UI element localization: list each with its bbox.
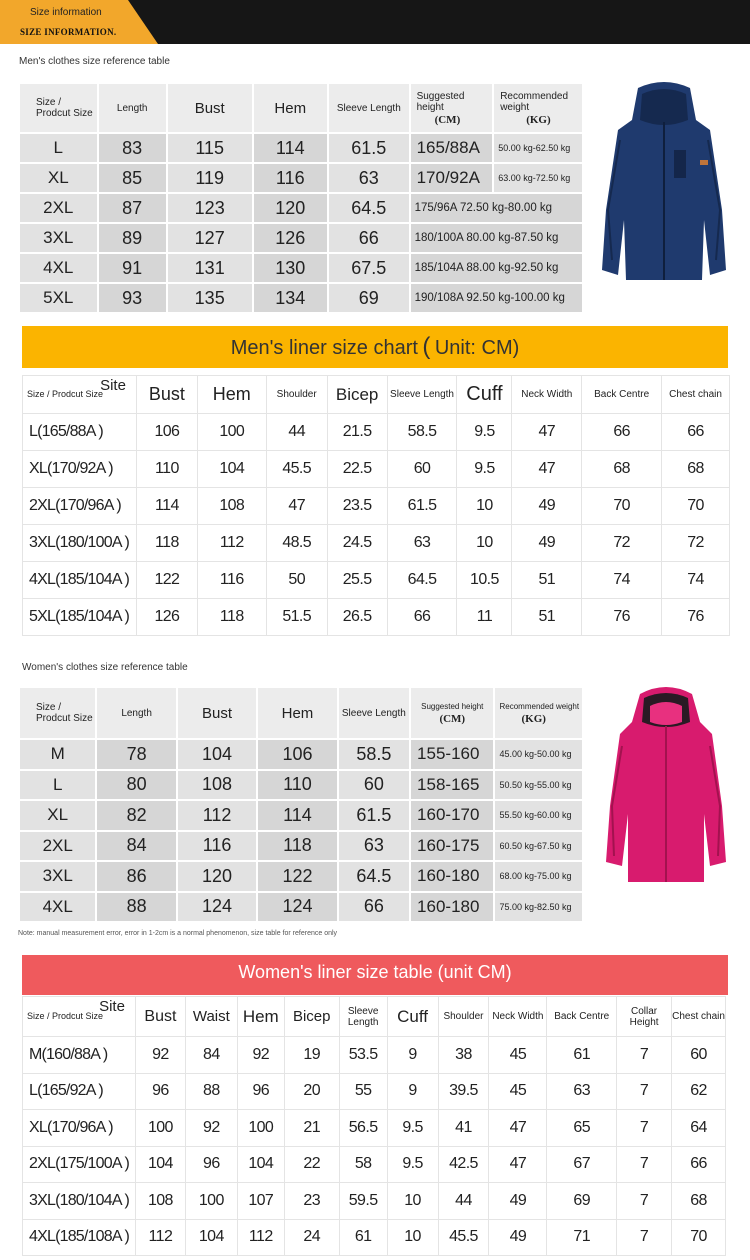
womens-jacket-image <box>604 686 728 890</box>
table-cell: 7 <box>617 1183 672 1220</box>
col-header-sleeve: Sleeve Length <box>339 997 387 1037</box>
table-cell: 106 <box>258 740 336 769</box>
table-cell: 44 <box>438 1183 489 1220</box>
table-cell: 165/88A <box>411 134 493 162</box>
table-cell: 44 <box>266 414 327 451</box>
table-cell: 9.5 <box>457 414 512 451</box>
table-cell: 24 <box>284 1219 339 1256</box>
table-cell: 63.00 kg-72.50 kg <box>494 164 582 192</box>
table-cell: 114 <box>136 488 197 525</box>
table-cell: 118 <box>258 832 336 861</box>
col-header-bicep: Bicep <box>327 376 387 414</box>
table-cell: 53.5 <box>339 1037 387 1074</box>
col-header-sleeve: Sleeve Length <box>329 84 409 132</box>
table-cell: 10 <box>387 1183 438 1220</box>
table-row <box>23 562 730 599</box>
table-row <box>20 771 582 800</box>
table-cell: 68 <box>672 1183 726 1220</box>
size-cell: M(160/88A ) <box>23 1037 136 1074</box>
table-cell: 10.5 <box>457 562 512 599</box>
table-cell: 61.5 <box>387 488 457 525</box>
table-cell: 45.00 kg-50.00 kg <box>495 740 582 769</box>
table-cell: 49 <box>489 1183 547 1220</box>
size-cell: XL <box>20 164 97 192</box>
table-cell: 61 <box>547 1037 617 1074</box>
table-row <box>20 254 582 282</box>
table-cell: 69 <box>547 1183 617 1220</box>
table-cell: 19 <box>284 1037 339 1074</box>
table-cell: 85 <box>99 164 166 192</box>
table-cell: 47 <box>512 414 582 451</box>
table-cell: 47 <box>489 1110 547 1147</box>
table-cell: 22.5 <box>327 451 387 488</box>
table-cell: 47 <box>266 488 327 525</box>
col-header-length: Length <box>97 688 175 738</box>
table-cell: 91 <box>99 254 166 282</box>
table-cell: 115 <box>168 134 252 162</box>
table-cell: 72 <box>662 525 730 562</box>
mens-liner-banner <box>22 326 728 368</box>
table-cell: 112 <box>237 1219 284 1256</box>
table-cell: 56.5 <box>339 1110 387 1147</box>
size-cell: 3XL(180/100A ) <box>23 525 137 562</box>
table-cell: 45 <box>489 1073 547 1110</box>
table-cell: 122 <box>258 862 336 891</box>
corner-header: Size / Prodcut Size Site <box>23 376 137 414</box>
col-header-chest: Chest chain <box>662 376 730 414</box>
table-cell: 160-180 <box>411 893 493 922</box>
table-cell: 122 <box>136 562 197 599</box>
table-cell: 119 <box>168 164 252 192</box>
table-cell: 51 <box>512 599 582 636</box>
table-row <box>23 525 730 562</box>
table-cell: 63 <box>387 525 457 562</box>
unit-cm: (CM) <box>439 713 466 725</box>
table-row <box>23 1073 726 1110</box>
table-cell: 131 <box>168 254 252 282</box>
table-cell: 104 <box>197 451 266 488</box>
col-header-neck: Neck Width <box>512 376 582 414</box>
table-cell: 170/92A <box>411 164 493 192</box>
table-cell: 63 <box>339 832 409 861</box>
col-header-height: Suggested height (CM) <box>411 84 493 132</box>
col-header-height: Suggested height (CM) <box>411 688 493 738</box>
size-cell: 3XL <box>20 862 95 891</box>
table-cell: 158-165 <box>411 771 493 800</box>
table-cell: 63 <box>329 164 409 192</box>
table-cell: 120 <box>178 862 256 891</box>
col-header-shoulder: Shoulder <box>438 997 489 1037</box>
table-cell: 108 <box>197 488 266 525</box>
table-cell: 9.5 <box>387 1146 438 1183</box>
table-cell: 104 <box>178 740 256 769</box>
table-cell: 114 <box>254 134 327 162</box>
table-row <box>23 1037 726 1074</box>
col-header-neck: Neck Width <box>489 997 547 1037</box>
table-cell: 7 <box>617 1073 672 1110</box>
table-cell: 135 <box>168 284 252 312</box>
size-cell: 4XL(185/108A ) <box>23 1219 136 1256</box>
size-cell: XL(170/92A ) <box>23 451 137 488</box>
table-cell: 60 <box>672 1037 726 1074</box>
table-cell: 160-175 <box>411 832 493 861</box>
col-header-hem: Hem <box>258 688 336 738</box>
table-cell: 23.5 <box>327 488 387 525</box>
table-cell: 88 <box>185 1073 237 1110</box>
col-header-bust: Bust <box>136 376 197 414</box>
table-cell: 61 <box>339 1219 387 1256</box>
table-cell: 59.5 <box>339 1183 387 1220</box>
table-cell: 100 <box>135 1110 185 1147</box>
header-title: Size information <box>30 7 102 18</box>
table-cell: 104 <box>135 1146 185 1183</box>
table-cell: 49 <box>512 525 582 562</box>
col-header-bicep: Bicep <box>284 997 339 1037</box>
table-row <box>23 488 730 525</box>
table-cell: 100 <box>185 1183 237 1220</box>
table-cell: 9.5 <box>457 451 512 488</box>
size-cell: 3XL <box>20 224 97 252</box>
col-header-bust: Bust <box>135 997 185 1037</box>
table-cell: 124 <box>258 893 336 922</box>
table-cell: 45.5 <box>438 1219 489 1256</box>
table-cell: 66 <box>662 414 730 451</box>
table-cell: 71 <box>547 1219 617 1256</box>
table-cell: 104 <box>185 1219 237 1256</box>
table-cell: 50.50 kg-55.00 kg <box>495 771 582 800</box>
table-cell: 47 <box>489 1146 547 1183</box>
table-cell: 70 <box>672 1219 726 1256</box>
table-row <box>20 862 582 891</box>
table-cell: 48.5 <box>266 525 327 562</box>
table-cell: 41 <box>438 1110 489 1147</box>
table-cell: 10 <box>457 488 512 525</box>
header-bar <box>0 0 750 44</box>
table-row <box>23 1110 726 1147</box>
table-cell: 58.5 <box>339 740 409 769</box>
mens-liner-paren: ( <box>422 333 431 360</box>
table-row <box>23 1146 726 1183</box>
table-cell: 66 <box>582 414 662 451</box>
table-cell: 116 <box>254 164 327 192</box>
table-cell: 38 <box>438 1037 489 1074</box>
table-cell: 134 <box>254 284 327 312</box>
col-header-hem: Hem <box>237 997 284 1037</box>
table-cell: 120 <box>254 194 327 222</box>
col-header-back: Back Centre <box>582 376 662 414</box>
table-cell: 84 <box>185 1037 237 1074</box>
table-cell: 83 <box>99 134 166 162</box>
size-cell: L <box>20 134 97 162</box>
table-row <box>23 414 730 451</box>
table-cell: 21 <box>284 1110 339 1147</box>
table-cell: 64.5 <box>339 862 409 891</box>
table-cell: 107 <box>237 1183 284 1220</box>
table-cell: 110 <box>136 451 197 488</box>
table-cell: 66 <box>339 893 409 922</box>
table-cell: 7 <box>617 1219 672 1256</box>
table-cell: 10 <box>387 1219 438 1256</box>
table-cell: 118 <box>197 599 266 636</box>
table-cell: 75.00 kg-82.50 kg <box>495 893 582 922</box>
table-cell: 74 <box>582 562 662 599</box>
table-row <box>20 893 582 922</box>
table-cell: 100 <box>237 1110 284 1147</box>
unit-cm: (CM) <box>434 113 461 126</box>
col-header-weight: Recommended weight (KG) <box>495 688 582 738</box>
table-cell: 116 <box>197 562 266 599</box>
table-cell: 50.00 kg-62.50 kg <box>494 134 582 162</box>
table-cell: 49 <box>512 488 582 525</box>
table-cell: 127 <box>168 224 252 252</box>
table-cell: 68.00 kg-75.00 kg <box>495 862 582 891</box>
table-row <box>23 1219 726 1256</box>
size-cell: L(165/92A ) <box>23 1073 136 1110</box>
table-cell: 92 <box>185 1110 237 1147</box>
size-cell: 3XL(180/104A ) <box>23 1183 136 1220</box>
table-cell: 88 <box>97 893 175 922</box>
table-cell: 93 <box>99 284 166 312</box>
unit-kg: (KG) <box>526 113 551 126</box>
table-cell: 20 <box>284 1073 339 1110</box>
table-cell: 7 <box>617 1146 672 1183</box>
table-cell: 62 <box>672 1073 726 1110</box>
mens-liner-title: Men's liner size chart <box>230 337 418 359</box>
corner-header: Size / Prodcut Size Site <box>23 997 136 1037</box>
table-cell: 66 <box>329 224 409 252</box>
table-row <box>23 1183 726 1220</box>
table-cell: 96 <box>237 1073 284 1110</box>
table-cell: 64.5 <box>329 194 409 222</box>
table-cell: 58 <box>339 1146 387 1183</box>
table-cell: 96 <box>135 1073 185 1110</box>
col-header-waist: Waist <box>185 997 237 1037</box>
size-cell: 4XL <box>20 893 95 922</box>
table-cell: 118 <box>136 525 197 562</box>
womens-clothes-caption: Women's clothes size reference table <box>22 662 188 673</box>
table-cell: 45 <box>489 1037 547 1074</box>
table-cell: 112 <box>178 801 256 830</box>
size-cell: XL(170/96A ) <box>23 1110 136 1147</box>
size-cell: L(165/88A ) <box>23 414 137 451</box>
col-header-chest: Chest chain <box>672 997 726 1037</box>
womens-liner-table <box>22 996 726 1256</box>
mens-clothes-table <box>18 82 584 314</box>
table-cell: 55 <box>339 1073 387 1110</box>
table-cell: 112 <box>135 1219 185 1256</box>
table-cell: 61.5 <box>339 801 409 830</box>
table-cell: 160-180 <box>411 862 493 891</box>
womens-liner-title: Women's liner size table (unit CM) <box>238 962 512 982</box>
table-cell: 66 <box>672 1146 726 1183</box>
table-cell: 74 <box>662 562 730 599</box>
col-header-size: Size / Prodcut Size <box>20 84 97 132</box>
table-cell: 51.5 <box>266 599 327 636</box>
table-cell: 25.5 <box>327 562 387 599</box>
table-cell: 87 <box>99 194 166 222</box>
table-cell: 96 <box>185 1146 237 1183</box>
table-cell: 130 <box>254 254 327 282</box>
table-cell: 126 <box>136 599 197 636</box>
table-cell: 180/100A 80.00 kg-87.50 kg <box>411 224 582 252</box>
col-header-collar: Collar Height <box>617 997 672 1037</box>
table-cell: 80 <box>97 771 175 800</box>
table-cell: 58.5 <box>387 414 457 451</box>
table-cell: 22 <box>284 1146 339 1183</box>
col-header-bust: Bust <box>168 84 252 132</box>
size-cell: 4XL <box>20 254 97 282</box>
womens-liner-banner <box>22 955 728 995</box>
table-cell: 60 <box>387 451 457 488</box>
table-cell: 108 <box>178 771 256 800</box>
size-cell: 2XL(175/100A ) <box>23 1146 136 1183</box>
unit-kg: (KG) <box>521 713 546 725</box>
table-cell: 185/104A 88.00 kg-92.50 kg <box>411 254 582 282</box>
table-cell: 11 <box>457 599 512 636</box>
table-cell: 63 <box>547 1073 617 1110</box>
size-cell: 4XL(185/104A ) <box>23 562 137 599</box>
table-cell: 42.5 <box>438 1146 489 1183</box>
table-cell: 89 <box>99 224 166 252</box>
table-cell: 68 <box>582 451 662 488</box>
table-row <box>20 740 582 769</box>
table-cell: 78 <box>97 740 175 769</box>
table-cell: 160-170 <box>411 801 493 830</box>
mens-clothes-caption: Men's clothes size reference table <box>19 56 170 67</box>
table-cell: 60 <box>339 771 409 800</box>
table-cell: 112 <box>197 525 266 562</box>
table-cell: 100 <box>197 414 266 451</box>
table-cell: 65 <box>547 1110 617 1147</box>
col-header-back: Back Centre <box>547 997 617 1037</box>
col-header-cuff: Cuff <box>387 997 438 1037</box>
col-header-size: Size / Prodcut Size <box>20 688 95 738</box>
table-cell: 51 <box>512 562 582 599</box>
table-cell: 190/108A 92.50 kg-100.00 kg <box>411 284 582 312</box>
table-cell: 21.5 <box>327 414 387 451</box>
table-cell: 76 <box>662 599 730 636</box>
table-cell: 126 <box>254 224 327 252</box>
col-header-sleeve: Sleeve Length <box>387 376 457 414</box>
table-cell: 49 <box>489 1219 547 1256</box>
corner-site: Site <box>100 377 126 394</box>
table-cell: 84 <box>97 832 175 861</box>
corner-site: Site <box>99 998 125 1015</box>
col-header-bust: Bust <box>178 688 256 738</box>
table-cell: 108 <box>135 1183 185 1220</box>
table-cell: 155-160 <box>411 740 493 769</box>
mens-liner-table <box>22 375 730 636</box>
table-cell: 45.5 <box>266 451 327 488</box>
table-cell: 61.5 <box>329 134 409 162</box>
table-cell: 39.5 <box>438 1073 489 1110</box>
table-cell: 7 <box>617 1037 672 1074</box>
table-cell: 67 <box>547 1146 617 1183</box>
table-cell: 123 <box>168 194 252 222</box>
size-cell: L <box>20 771 95 800</box>
col-header-weight: Recommended weight (KG) <box>494 84 582 132</box>
measurement-note: Note: manual measurement error, error in 1-2cm is a normal phenomenon, size table for reference only <box>18 930 338 937</box>
table-cell: 47 <box>512 451 582 488</box>
size-cell: 2XL(170/96A ) <box>23 488 137 525</box>
size-cell: 5XL <box>20 284 97 312</box>
table-cell: 104 <box>237 1146 284 1183</box>
table-cell: 55.50 kg-60.00 kg <box>495 801 582 830</box>
table-row <box>23 599 730 636</box>
col-header-sleeve: Sleeve Length <box>339 688 409 738</box>
table-cell: 66 <box>387 599 457 636</box>
size-cell: 5XL(185/104A ) <box>23 599 137 636</box>
table-cell: 9 <box>387 1073 438 1110</box>
table-cell: 9 <box>387 1037 438 1074</box>
table-cell: 10 <box>457 525 512 562</box>
table-cell: 67.5 <box>329 254 409 282</box>
table-cell: 92 <box>237 1037 284 1074</box>
table-cell: 86 <box>97 862 175 891</box>
table-cell: 70 <box>582 488 662 525</box>
table-cell: 82 <box>97 801 175 830</box>
table-cell: 26.5 <box>327 599 387 636</box>
table-cell: 50 <box>266 562 327 599</box>
table-row <box>20 801 582 830</box>
header-subtitle: SIZE INFORMATION. <box>20 27 117 37</box>
table-cell: 24.5 <box>327 525 387 562</box>
womens-clothes-table <box>18 686 584 923</box>
table-cell: 9.5 <box>387 1110 438 1147</box>
size-cell: XL <box>20 801 95 830</box>
table-cell: 175/96A 72.50 kg-80.00 kg <box>411 194 582 222</box>
col-header-length: Length <box>99 84 166 132</box>
table-cell: 69 <box>329 284 409 312</box>
col-header-hem: Hem <box>197 376 266 414</box>
table-row <box>20 194 582 222</box>
mens-jacket-image <box>598 80 730 290</box>
table-cell: 64.5 <box>387 562 457 599</box>
table-cell: 72 <box>582 525 662 562</box>
table-cell: 64 <box>672 1110 726 1147</box>
table-cell: 70 <box>662 488 730 525</box>
size-cell: 2XL <box>20 832 95 861</box>
table-row <box>23 451 730 488</box>
table-cell: 76 <box>582 599 662 636</box>
table-row <box>20 164 582 192</box>
table-cell: 92 <box>135 1037 185 1074</box>
mens-liner-unit: Unit: CM) <box>434 337 520 359</box>
table-cell: 114 <box>258 801 336 830</box>
table-cell: 110 <box>258 771 336 800</box>
table-cell: 7 <box>617 1110 672 1147</box>
col-header-hem: Hem <box>254 84 327 132</box>
table-cell: 60.50 kg-67.50 kg <box>495 832 582 861</box>
table-cell: 124 <box>178 893 256 922</box>
table-row <box>20 134 582 162</box>
table-row <box>20 832 582 861</box>
table-cell: 68 <box>662 451 730 488</box>
size-cell: 2XL <box>20 194 97 222</box>
table-row <box>20 224 582 252</box>
col-header-cuff: Cuff <box>457 376 512 414</box>
table-cell: 23 <box>284 1183 339 1220</box>
table-cell: 106 <box>136 414 197 451</box>
table-cell: 116 <box>178 832 256 861</box>
col-header-shoulder: Shoulder <box>266 376 327 414</box>
size-cell: M <box>20 740 95 769</box>
table-row <box>20 284 582 312</box>
